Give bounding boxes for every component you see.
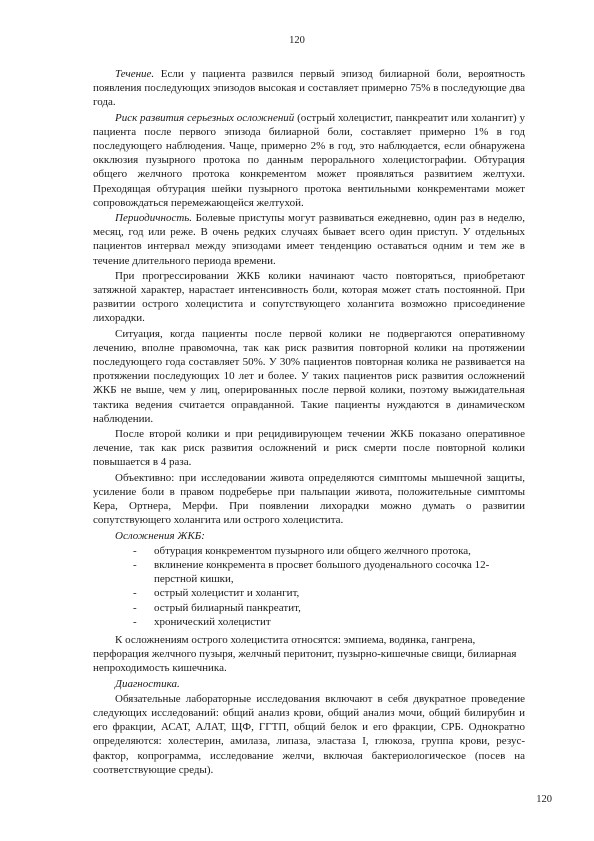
paragraph-situation: Ситуация, когда пациенты после первой колики не подвергаются оперативному лечению, вполне правомочна, так как риск развития повторной колики на протяжении последующего года составляет 50%. У 30% пациентов повторная колика не развивается на протяжении последующих 10 лет и более. У таких пациентов риск развития осложнений ЖКБ не выше, чем у лиц, оперированных после первой колики, поэтому выжидательная тактика ведения считается оправданной. Такие пациенты нуждаются в динамическом наблюдении. [93,327,525,425]
paragraph-lead: Риск развития серьезных осложнений [115,111,295,124]
paragraph-text: Болевые приступы могут развиваться ежедневно, один раз в неделю, месяц, год или реже. В очень редких случаях бывает всего один приступ. У отдельных пациентов интервал между эпизодами имеет тенденцию оставаться одним и тем же в течение длительного периода времени. [93,212,525,267]
paragraph-lead: Течение. [115,68,155,80]
paragraph-second-colic: После второй колики и при рецидивирующем течении ЖКБ показано оперативное лечение, так как риск развития осложнений и риск смерти после повторной колики повышается в 4 раза. [93,428,525,469]
complications-heading: Осложнения ЖКБ: [115,529,205,542]
list-item-text: хронический холецистит [154,615,271,628]
diagnostics-heading: Диагностика. [115,677,180,690]
list-dash: - [133,587,137,600]
list-item-text: острый билиарный панкреатит, [154,601,301,614]
page-body [93,67,525,778]
page-number-bottom: 120 [536,794,552,805]
list-item [93,586,525,600]
list-dash: - [133,544,137,557]
paragraph-periodicity [93,211,525,268]
paragraph-objective: Объективно: при исследовании живота определяются симптомы мышечной защиты, усиление боли в правом подреберье при пальпации живота, положительные симптомы Кера, Ортнера, Мерфи. При появлении лихорадки можно думать о развитии сопутствующего холангита или острого холецистита. [93,471,525,527]
list-item-text: обтурация конкрементом пузырного или общего желчного протока, [154,544,471,557]
list-dash: - [133,601,137,614]
list-item [93,544,525,558]
paragraph-acute-cholecystitis-complications: К осложнениям острого холецистита относятся: эмпиема, водянка, гангрена, перфорация желчного пузыря, желчный перитонит, пузырно-кишечные свищи, билиарная непроходимость кишечника. [93,633,517,675]
paragraph-complications-risk [93,111,525,210]
paragraph-lab-tests: Обязательные лабораторные исследования включают в себя двукратное проведение следующих исследований: общий анализ крови, общий анализ мочи, общий билирубин и его фракции, АСАТ, АЛАТ, ЩФ, ГГТП, общий белок и его фракции, СРБ. Однократно определяются: холестерин, амилаза, липаза, эластаза I, глюкоза, группа крови, резус-фактор, копрограмма, исследование желчи, включая бактериологическое (посев на соответствующие среды). [93,692,525,776]
complications-list [93,544,525,629]
list-dash: - [133,615,137,628]
list-dash: - [133,558,137,571]
paragraph-progression: При прогрессировании ЖКБ колики начинают часто повторяться, приобретают затяжной характер, нарастает интенсивность боли, которая может стать постоянной. При развитии острого холецистита и сопутствующего холангита возможно присоединение лихорадки. [93,269,525,325]
paragraph-course [93,67,525,110]
paragraph-text: Если у пациента развился первый эпизод билиарной боли, вероятность появления последующих эпизодов высокая и составляет примерно 75% в последующие два года. [93,68,525,109]
paragraph-text: (острый холецистит, панкреатит или холангит) у пациента после первого эпизода билиарной боли, составляет примерно 1% в год последующего наблюдения. Чаще, примерно 2% в год, это наблюдается, если обнаружена окклюзия пузырного протока по данным перорального холецистографии. Обтурация общего желчного протока конкрементом может проявляться развитием желтухи. Преходящая обтурация шейки пузырного протока вентильными конкрементами может сопровождаться перемежающейся желтухой. [93,111,525,209]
list-item [93,615,525,629]
page-number-top: 120 [289,35,305,46]
paragraph-lead: Периодичность. [115,212,193,225]
list-item [93,558,525,586]
list-item-text: острый холецистит и холангит, [154,587,300,600]
list-item-text: вклинение конкремента в просвет большого дуоденального сосочка 12-перстной кишки, [154,558,490,586]
list-item [93,601,525,615]
